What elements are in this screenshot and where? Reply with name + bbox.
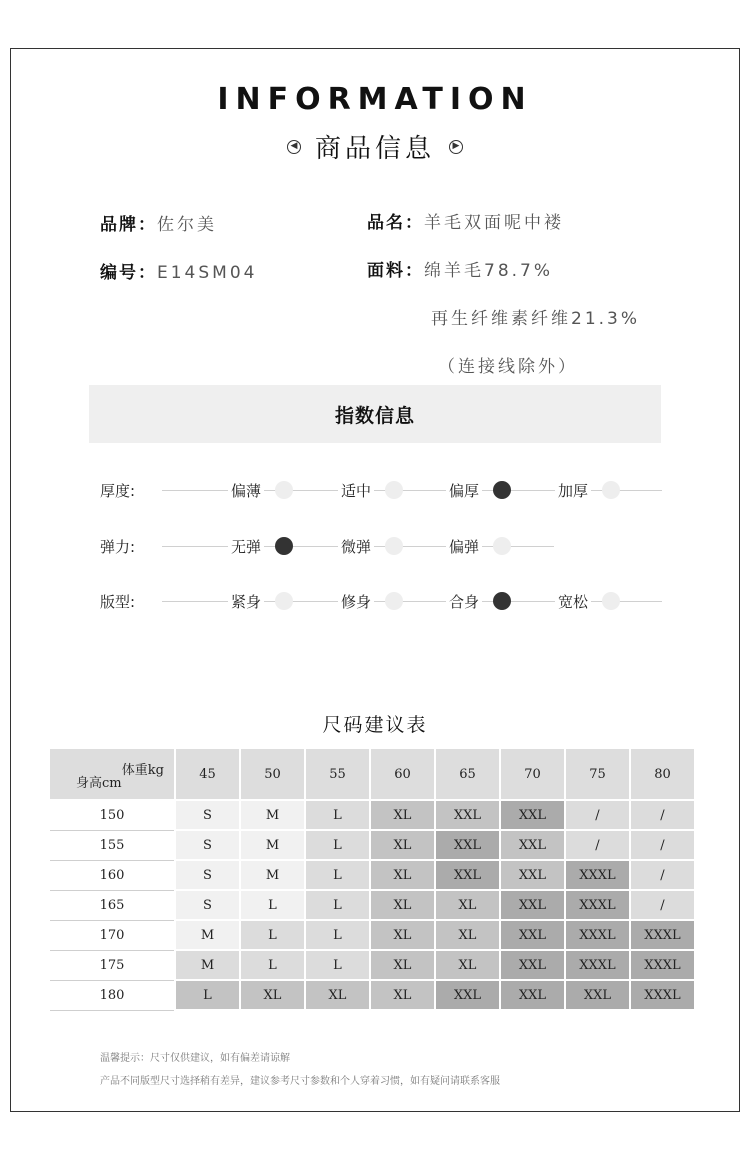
table-row (50, 980, 695, 1010)
size-cell: XL (370, 920, 435, 950)
size-cell: XXXL (565, 860, 630, 890)
fabric-field (367, 256, 553, 281)
size-cell: S (175, 800, 240, 830)
size-cell: S (175, 890, 240, 920)
height-axis-label: 身高cm (76, 776, 122, 791)
index-option-dot (602, 592, 620, 610)
index-option-dot (602, 481, 620, 499)
size-cell: XL (240, 980, 305, 1010)
size-cell: S (175, 830, 240, 860)
index-option: 偏薄 (228, 480, 264, 501)
size-cell: M (240, 830, 305, 860)
index-row-label: 厚度: (100, 482, 136, 500)
size-cell: XL (370, 950, 435, 980)
size-cell: XL (435, 950, 500, 980)
size-cell: L (305, 890, 370, 920)
size-cell: XXL (500, 860, 565, 890)
size-cell: XXXL (565, 950, 630, 980)
size-cell: XXXL (565, 890, 630, 920)
table-row (50, 860, 695, 890)
size-cell: XXXL (630, 980, 695, 1010)
table-row (50, 950, 695, 980)
size-cell: XXXL (565, 920, 630, 950)
size-cell: XXL (500, 920, 565, 950)
index-option-dot (385, 481, 403, 499)
size-cell: / (565, 830, 630, 860)
size-cell: / (565, 800, 630, 830)
brand-label: 品牌： (100, 215, 157, 235)
size-cell: L (175, 980, 240, 1010)
size-cell: L (240, 920, 305, 950)
weight-header-cell: 70 (500, 749, 565, 800)
index-option-dot (493, 537, 511, 555)
name-label: 品名： (367, 213, 424, 233)
weight-header-cell: 75 (565, 749, 630, 800)
fabric-line-1: 绵羊毛78.7% (424, 261, 554, 281)
table-row (50, 800, 695, 830)
code-value: E14SM04 (157, 263, 258, 283)
size-cell: M (175, 920, 240, 950)
size-cell: XXL (565, 980, 630, 1010)
size-table-header (50, 749, 695, 800)
title-chinese: 商品信息 (314, 134, 435, 164)
index-section-header (89, 385, 661, 443)
index-option-dot-selected (275, 537, 293, 555)
size-cell: L (305, 830, 370, 860)
size-cell: XL (435, 920, 500, 950)
size-cell: XL (305, 980, 370, 1010)
size-cell: M (240, 860, 305, 890)
weight-axis-label: 体重kg (121, 763, 164, 778)
size-cell: / (630, 800, 695, 830)
size-cell: XL (370, 860, 435, 890)
size-cell: XXL (500, 950, 565, 980)
index-option: 修身 (338, 591, 374, 612)
index-option-dot (275, 592, 293, 610)
size-cell: XL (370, 800, 435, 830)
size-cell: XXL (500, 800, 565, 830)
index-option-dot (275, 481, 293, 499)
size-table (50, 749, 696, 1011)
code-label: 编号： (100, 263, 157, 283)
size-cell: XXXL (630, 920, 695, 950)
index-option: 宽松 (555, 591, 591, 612)
height-cell: 175 (50, 950, 175, 980)
index-option: 微弹 (338, 536, 374, 557)
weight-header-cell: 55 (305, 749, 370, 800)
index-option: 偏弹 (446, 536, 482, 557)
weight-header-cell: 80 (630, 749, 695, 800)
tip-note-2: 产品不同版型尺寸选择稍有差异，建议参考尺寸参数和个人穿着习惯，如有疑问请联系客服 (100, 1076, 500, 1087)
size-cell: XXL (500, 980, 565, 1010)
index-row-label: 版型: (100, 593, 136, 611)
index-option-dot (385, 592, 403, 610)
index-row-thickness (0, 478, 750, 502)
size-cell: XXXL (630, 950, 695, 980)
index-option-dot (385, 537, 403, 555)
title-english: INFORMATION (217, 82, 533, 117)
size-cell: L (305, 860, 370, 890)
height-cell: 150 (50, 800, 175, 830)
size-cell: / (630, 830, 695, 860)
fabric-line-3: （连接线除外） (438, 357, 578, 377)
size-cell: XL (370, 890, 435, 920)
title-chinese-row (0, 128, 750, 165)
size-chart-title: 尺码建议表 (322, 714, 428, 736)
height-cell: 170 (50, 920, 175, 950)
index-option: 偏厚 (446, 480, 482, 501)
index-option-dot-selected (493, 481, 511, 499)
height-cell: 180 (50, 980, 175, 1010)
tip-note-1: 温馨提示：尺寸仅供建议，如有偏差请谅解 (100, 1053, 290, 1064)
index-row-label: 弹力: (100, 538, 136, 556)
height-cell: 155 (50, 830, 175, 860)
size-cell: L (305, 800, 370, 830)
weight-header-cell: 45 (175, 749, 240, 800)
size-cell: XL (435, 890, 500, 920)
index-row-elasticity (0, 534, 750, 558)
brand-field (100, 210, 217, 235)
size-cell: XXL (435, 980, 500, 1010)
size-cell: L (305, 920, 370, 950)
size-cell: L (240, 950, 305, 980)
index-option: 适中 (338, 480, 374, 501)
size-cell: / (630, 890, 695, 920)
table-row (50, 890, 695, 920)
size-cell: XXL (435, 800, 500, 830)
size-cell: / (630, 860, 695, 890)
index-option: 紧身 (228, 591, 264, 612)
arrow-right-icon: ▶ (449, 140, 463, 154)
size-table-corner (50, 749, 175, 800)
size-cell: XXL (500, 890, 565, 920)
size-cell: XL (370, 980, 435, 1010)
index-option-dot-selected (493, 592, 511, 610)
index-row-fit (0, 589, 750, 613)
size-cell: S (175, 860, 240, 890)
size-cell: L (305, 950, 370, 980)
height-cell: 160 (50, 860, 175, 890)
size-cell: M (240, 800, 305, 830)
size-cell: M (175, 950, 240, 980)
name-field (367, 208, 564, 233)
size-cell: XXL (435, 830, 500, 860)
index-option: 无弹 (228, 536, 264, 557)
code-field (100, 258, 257, 283)
name-value: 羊毛双面呢中褛 (424, 213, 564, 233)
size-cell: XXL (500, 830, 565, 860)
size-cell: L (240, 890, 305, 920)
table-row (50, 830, 695, 860)
index-section-title: 指数信息 (334, 404, 415, 427)
size-cell: XXL (435, 860, 500, 890)
arrow-left-icon: ◀ (287, 140, 301, 154)
index-option: 加厚 (555, 480, 591, 501)
fabric-label: 面料： (367, 261, 424, 281)
index-option: 合身 (446, 591, 482, 612)
table-row (50, 920, 695, 950)
size-cell: XL (370, 830, 435, 860)
weight-header-cell: 60 (370, 749, 435, 800)
weight-header-cell: 65 (435, 749, 500, 800)
brand-value: 佐尔美 (157, 215, 217, 235)
fabric-line-2: 再生纤维素纤维21.3% (431, 309, 641, 329)
height-cell: 165 (50, 890, 175, 920)
weight-header-cell: 50 (240, 749, 305, 800)
